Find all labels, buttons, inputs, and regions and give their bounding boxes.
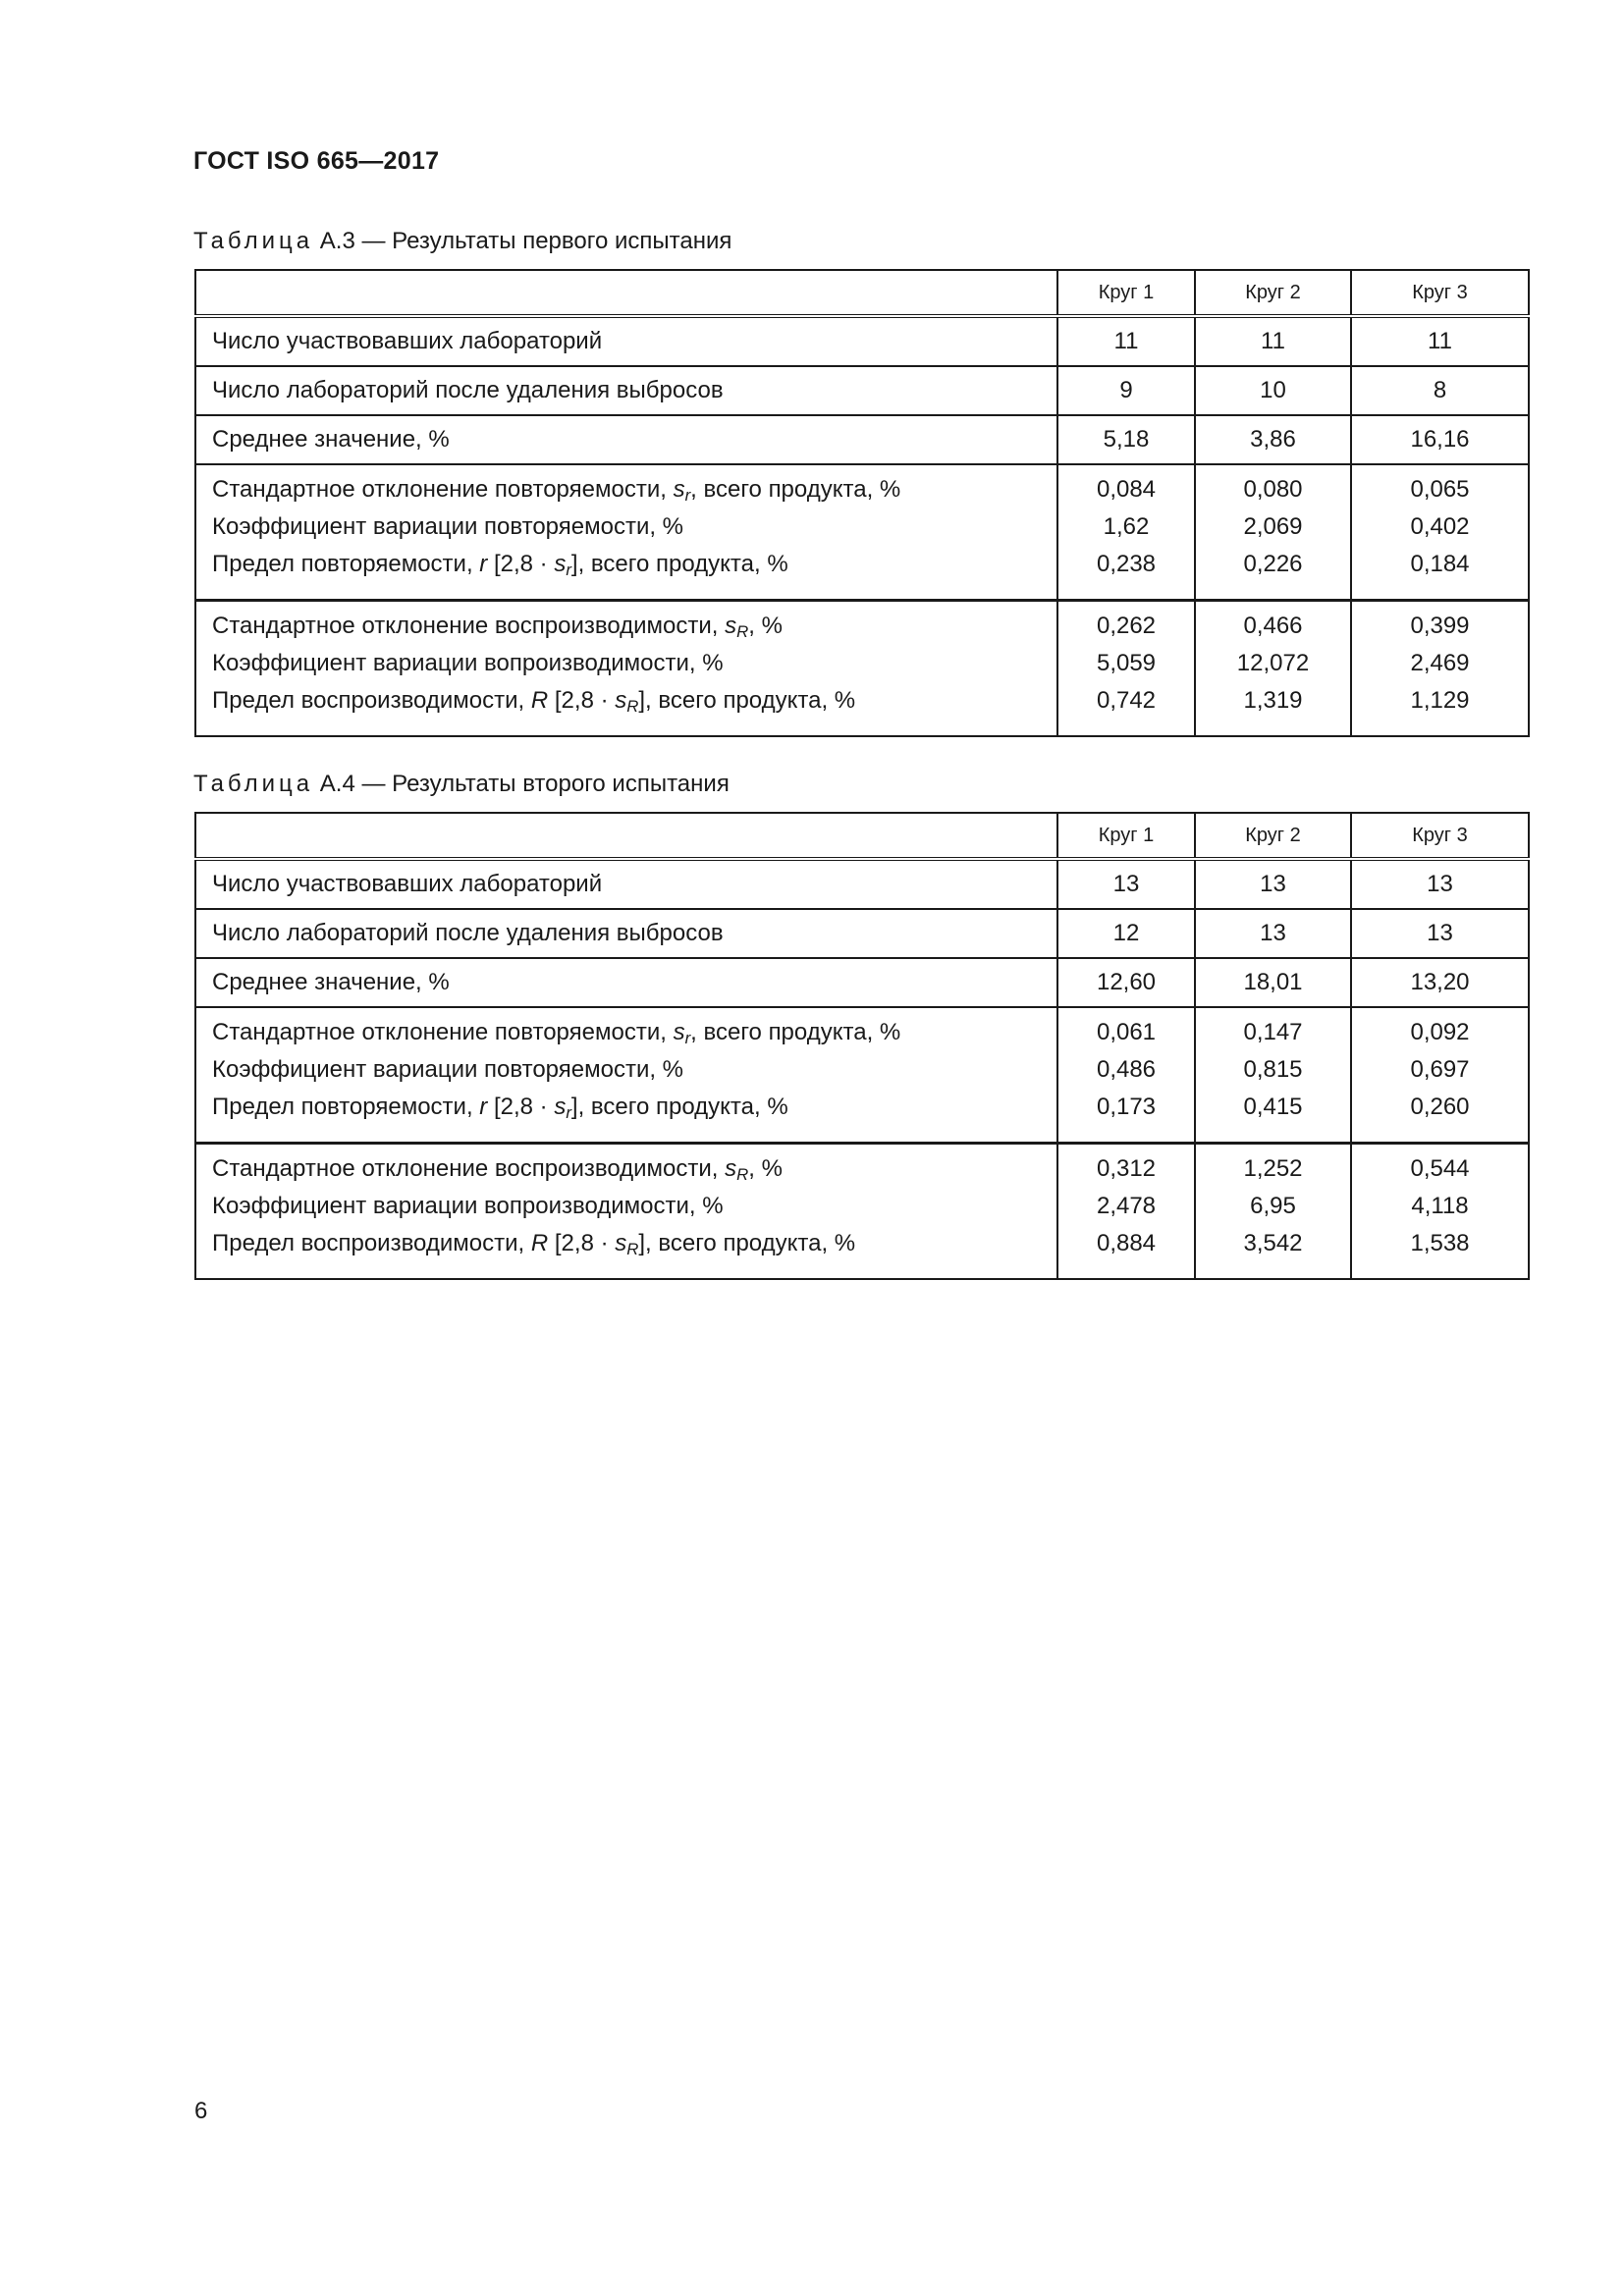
table-caption-a3	[193, 228, 731, 255]
row-label-repeat-sd: Стандартное отклонение повторяемости, $s_r$, всего продукта, %	[212, 1019, 901, 1047]
cell-value: 11	[1195, 316, 1351, 366]
cell-value: 0,061	[1096, 1019, 1157, 1045]
row-label: Число участвовавших лабораторий	[195, 316, 1057, 366]
cell-value-group	[1351, 464, 1529, 601]
cell-value: 4,118	[1411, 1193, 1469, 1219]
cell-value: 5,18	[1057, 415, 1195, 464]
cell-value: 1,62	[1103, 513, 1150, 540]
table-header-row	[195, 270, 1529, 316]
cell-value: 0,262	[1096, 613, 1157, 639]
table-row	[195, 366, 1529, 415]
cell-value: 0,065	[1410, 476, 1470, 503]
cell-value: 8	[1351, 366, 1529, 415]
column-header-round-3: Круг 3	[1351, 270, 1529, 316]
row-label: Число лабораторий после удаления выбросов	[195, 909, 1057, 958]
header-empty-cell	[195, 270, 1057, 316]
row-label-repro-cv: Коэффициент вариации вопроизводимости, %	[212, 650, 724, 676]
table-row-reproducibility	[195, 1144, 1529, 1280]
caption-prefix: Таблица	[193, 228, 314, 254]
cell-value: 12	[1057, 909, 1195, 958]
cell-value: 0,173	[1096, 1094, 1157, 1120]
cell-value: 0,226	[1243, 551, 1303, 577]
page-number: 6	[194, 2098, 208, 2124]
cell-value: 6,95	[1250, 1193, 1296, 1219]
table-header-row	[195, 813, 1529, 859]
cell-value: 0,544	[1410, 1155, 1470, 1182]
cell-value: 1,538	[1410, 1230, 1470, 1256]
cell-value: 16,16	[1351, 415, 1529, 464]
cell-value: 0,260	[1410, 1094, 1470, 1120]
cell-value: 13	[1195, 859, 1351, 909]
cell-value: 13	[1351, 909, 1529, 958]
cell-value: 13	[1057, 859, 1195, 909]
cell-value: 0,084	[1096, 476, 1157, 503]
cell-value: 11	[1057, 316, 1195, 366]
table-row-reproducibility	[195, 601, 1529, 737]
cell-value: 0,092	[1410, 1019, 1470, 1045]
table-row	[195, 415, 1529, 464]
cell-value: 18,01	[1195, 958, 1351, 1007]
row-label-repeat-sd: Стандартное отклонение повторяемости, $s_r$, всего продукта, %	[212, 476, 901, 505]
row-label-group	[195, 1007, 1057, 1144]
row-label-group	[195, 464, 1057, 601]
cell-value: 0,884	[1096, 1230, 1157, 1256]
document-header: ГОСТ ISO 665—2017	[193, 147, 440, 175]
results-table-a3	[194, 269, 1530, 737]
cell-value: 1,252	[1243, 1155, 1303, 1182]
header-empty-cell	[195, 813, 1057, 859]
cell-value: 0,402	[1410, 513, 1470, 540]
cell-value: 3,86	[1195, 415, 1351, 464]
cell-value: 3,542	[1243, 1230, 1303, 1256]
column-header-round-2: Круг 2	[1195, 813, 1351, 859]
cell-value-group	[1351, 1007, 1529, 1144]
cell-value: 0,415	[1243, 1094, 1303, 1120]
cell-value-group	[1195, 1007, 1351, 1144]
cell-value: 9	[1057, 366, 1195, 415]
table-row	[195, 958, 1529, 1007]
row-label-group	[195, 1144, 1057, 1280]
cell-value-group	[1057, 464, 1195, 601]
cell-value: 0,815	[1243, 1056, 1303, 1083]
row-label-repro-limit: Предел воспроизводимости, R $[2,8 \cdot s_R]$, всего продукта, %	[212, 687, 856, 716]
cell-value: 10	[1195, 366, 1351, 415]
table-row-repeatability	[195, 1007, 1529, 1144]
row-label-repro-cv: Коэффициент вариации вопроизводимости, %	[212, 1193, 724, 1219]
column-header-round-2: Круг 2	[1195, 270, 1351, 316]
row-label: Число лабораторий после удаления выбросов	[195, 366, 1057, 415]
cell-value: 1,319	[1243, 687, 1303, 714]
column-header-round-3: Круг 3	[1351, 813, 1529, 859]
row-label-repeat-limit: Предел повторяемости, r $[2,8 \cdot s_r]$, всего продукта, %	[212, 1094, 788, 1122]
column-header-round-1: Круг 1	[1057, 813, 1195, 859]
cell-value: 0,697	[1410, 1056, 1470, 1083]
row-label: Среднее значение, %	[195, 415, 1057, 464]
caption-text: А.4 — Результаты второго испытания	[313, 771, 730, 797]
cell-value: 0,184	[1410, 551, 1470, 577]
cell-value: 0,486	[1096, 1056, 1157, 1083]
cell-value: 12,60	[1057, 958, 1195, 1007]
cell-value: 2,478	[1096, 1193, 1157, 1219]
row-label-repeat-limit: Предел повторяемости, r $[2,8 \cdot s_r]$, всего продукта, %	[212, 551, 788, 579]
cell-value: 0,238	[1096, 551, 1157, 577]
cell-value: 2,469	[1410, 650, 1470, 676]
row-label: Число участвовавших лабораторий	[195, 859, 1057, 909]
cell-value: 13,20	[1351, 958, 1529, 1007]
cell-value: 0,312	[1096, 1155, 1157, 1182]
cell-value: 1,129	[1410, 687, 1470, 714]
cell-value-group	[1351, 601, 1529, 737]
cell-value-group	[1057, 601, 1195, 737]
caption-prefix: Таблица	[193, 771, 314, 797]
cell-value: 11	[1351, 316, 1529, 366]
cell-value: 13	[1351, 859, 1529, 909]
cell-value: 0,147	[1243, 1019, 1303, 1045]
row-label-repro-limit: Предел воспроизводимости, R $[2,8 \cdot s_R]$, всего продукта, %	[212, 1230, 856, 1258]
row-label-repro-sd: Стандартное отклонение воспроизводимости, $s_R$, %	[212, 1155, 783, 1184]
table-row	[195, 859, 1529, 909]
column-header-round-1: Круг 1	[1057, 270, 1195, 316]
row-label-group	[195, 601, 1057, 737]
cell-value: 0,466	[1243, 613, 1303, 639]
table-caption-a4	[193, 771, 730, 798]
cell-value-group	[1195, 1144, 1351, 1280]
row-label-repro-sd: Стандартное отклонение воспроизводимости, $s_R$, %	[212, 613, 783, 641]
cell-value: 0,080	[1243, 476, 1303, 503]
cell-value-group	[1195, 601, 1351, 737]
caption-text: А.3 — Результаты первого испытания	[313, 228, 732, 254]
results-table-a4	[194, 812, 1530, 1280]
cell-value: 5,059	[1096, 650, 1157, 676]
cell-value: 12,072	[1236, 650, 1310, 676]
cell-value-group	[1351, 1144, 1529, 1280]
row-label-repeat-cv: Коэффициент вариации повторяемости, %	[212, 1056, 684, 1083]
table-row-repeatability	[195, 464, 1529, 601]
cell-value: 2,069	[1243, 513, 1303, 540]
cell-value: 0,399	[1410, 613, 1470, 639]
cell-value-group	[1057, 1144, 1195, 1280]
row-label-repeat-cv: Коэффициент вариации повторяемости, %	[212, 513, 684, 540]
cell-value-group	[1057, 1007, 1195, 1144]
cell-value: 0,742	[1096, 687, 1157, 714]
cell-value-group	[1195, 464, 1351, 601]
row-label: Среднее значение, %	[195, 958, 1057, 1007]
cell-value: 13	[1195, 909, 1351, 958]
table-row	[195, 316, 1529, 366]
table-row	[195, 909, 1529, 958]
